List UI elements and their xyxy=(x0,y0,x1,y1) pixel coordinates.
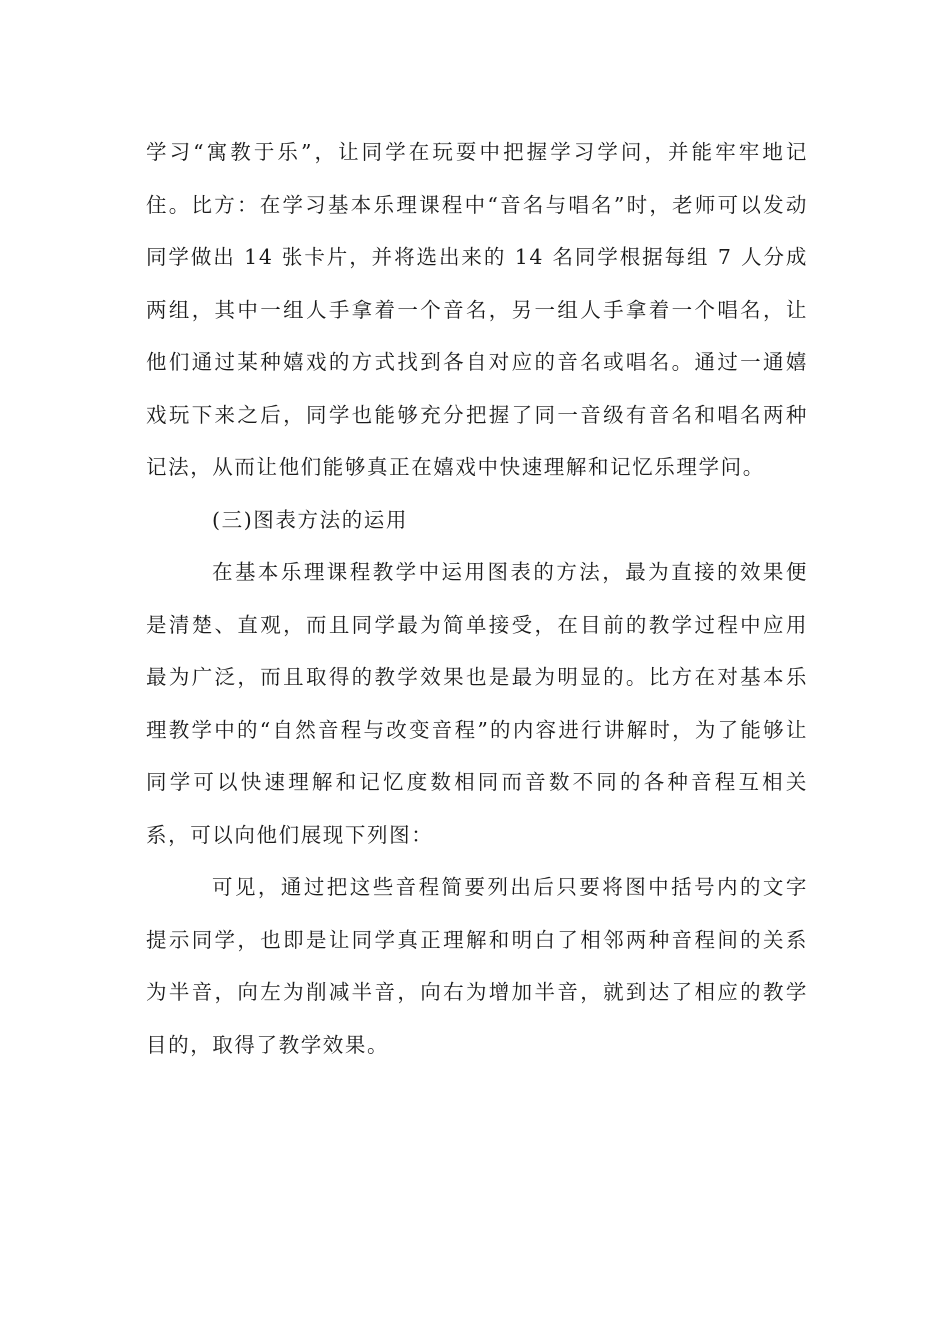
paragraph-continuation: 学习“寓教于乐”，让同学在玩耍中把握学习学问，并能牢牢地记住。比方：在学习基本乐理课程中“音名与唱名”时，老师可以发动同学做出 14 张卡片，并将选出来的 14 名同学根据每组 7 人分成两组，其中一组人手拿着一个音名，另一组人手拿着一个唱名，让他们通过某种嬉戏的方式找到各自对应的音名或唱名。通过一通嬉戏玩下来之后，同学也能够充分把握了同一音级有音名和唱名两种记法，从而让他们能够真正在嬉戏中快速理解和记忆乐理学问。 xyxy=(146,140,808,479)
paragraph-conclusion: 可见，通过把这些音程简要列出后只要将图中括号内的文字提示同学，也即是让同学真正理解和明白了相邻两种音程间的关系为半音，向左为削减半音，向右为增加半音，就到达了相应的教学目的，取得了教学效果。 xyxy=(146,875,808,1057)
paragraph-charts: 在基本乐理课程教学中运用图表的方法，最为直接的效果便是清楚、直观，而且同学最为简单接受，在目前的教学过程中应用最为广泛，而且取得的教学效果也是最为明显的。比方在对基本乐理教学中的“自然音程与改变音程”的内容进行讲解时，为了能够让同学可以快速理解和记忆度数相同而音数不同的各种音程互相关系，可以向他们展现下列图： xyxy=(146,560,808,847)
body-text xyxy=(146,126,808,1071)
section-heading: (三)图表方法的运用 xyxy=(212,507,408,532)
